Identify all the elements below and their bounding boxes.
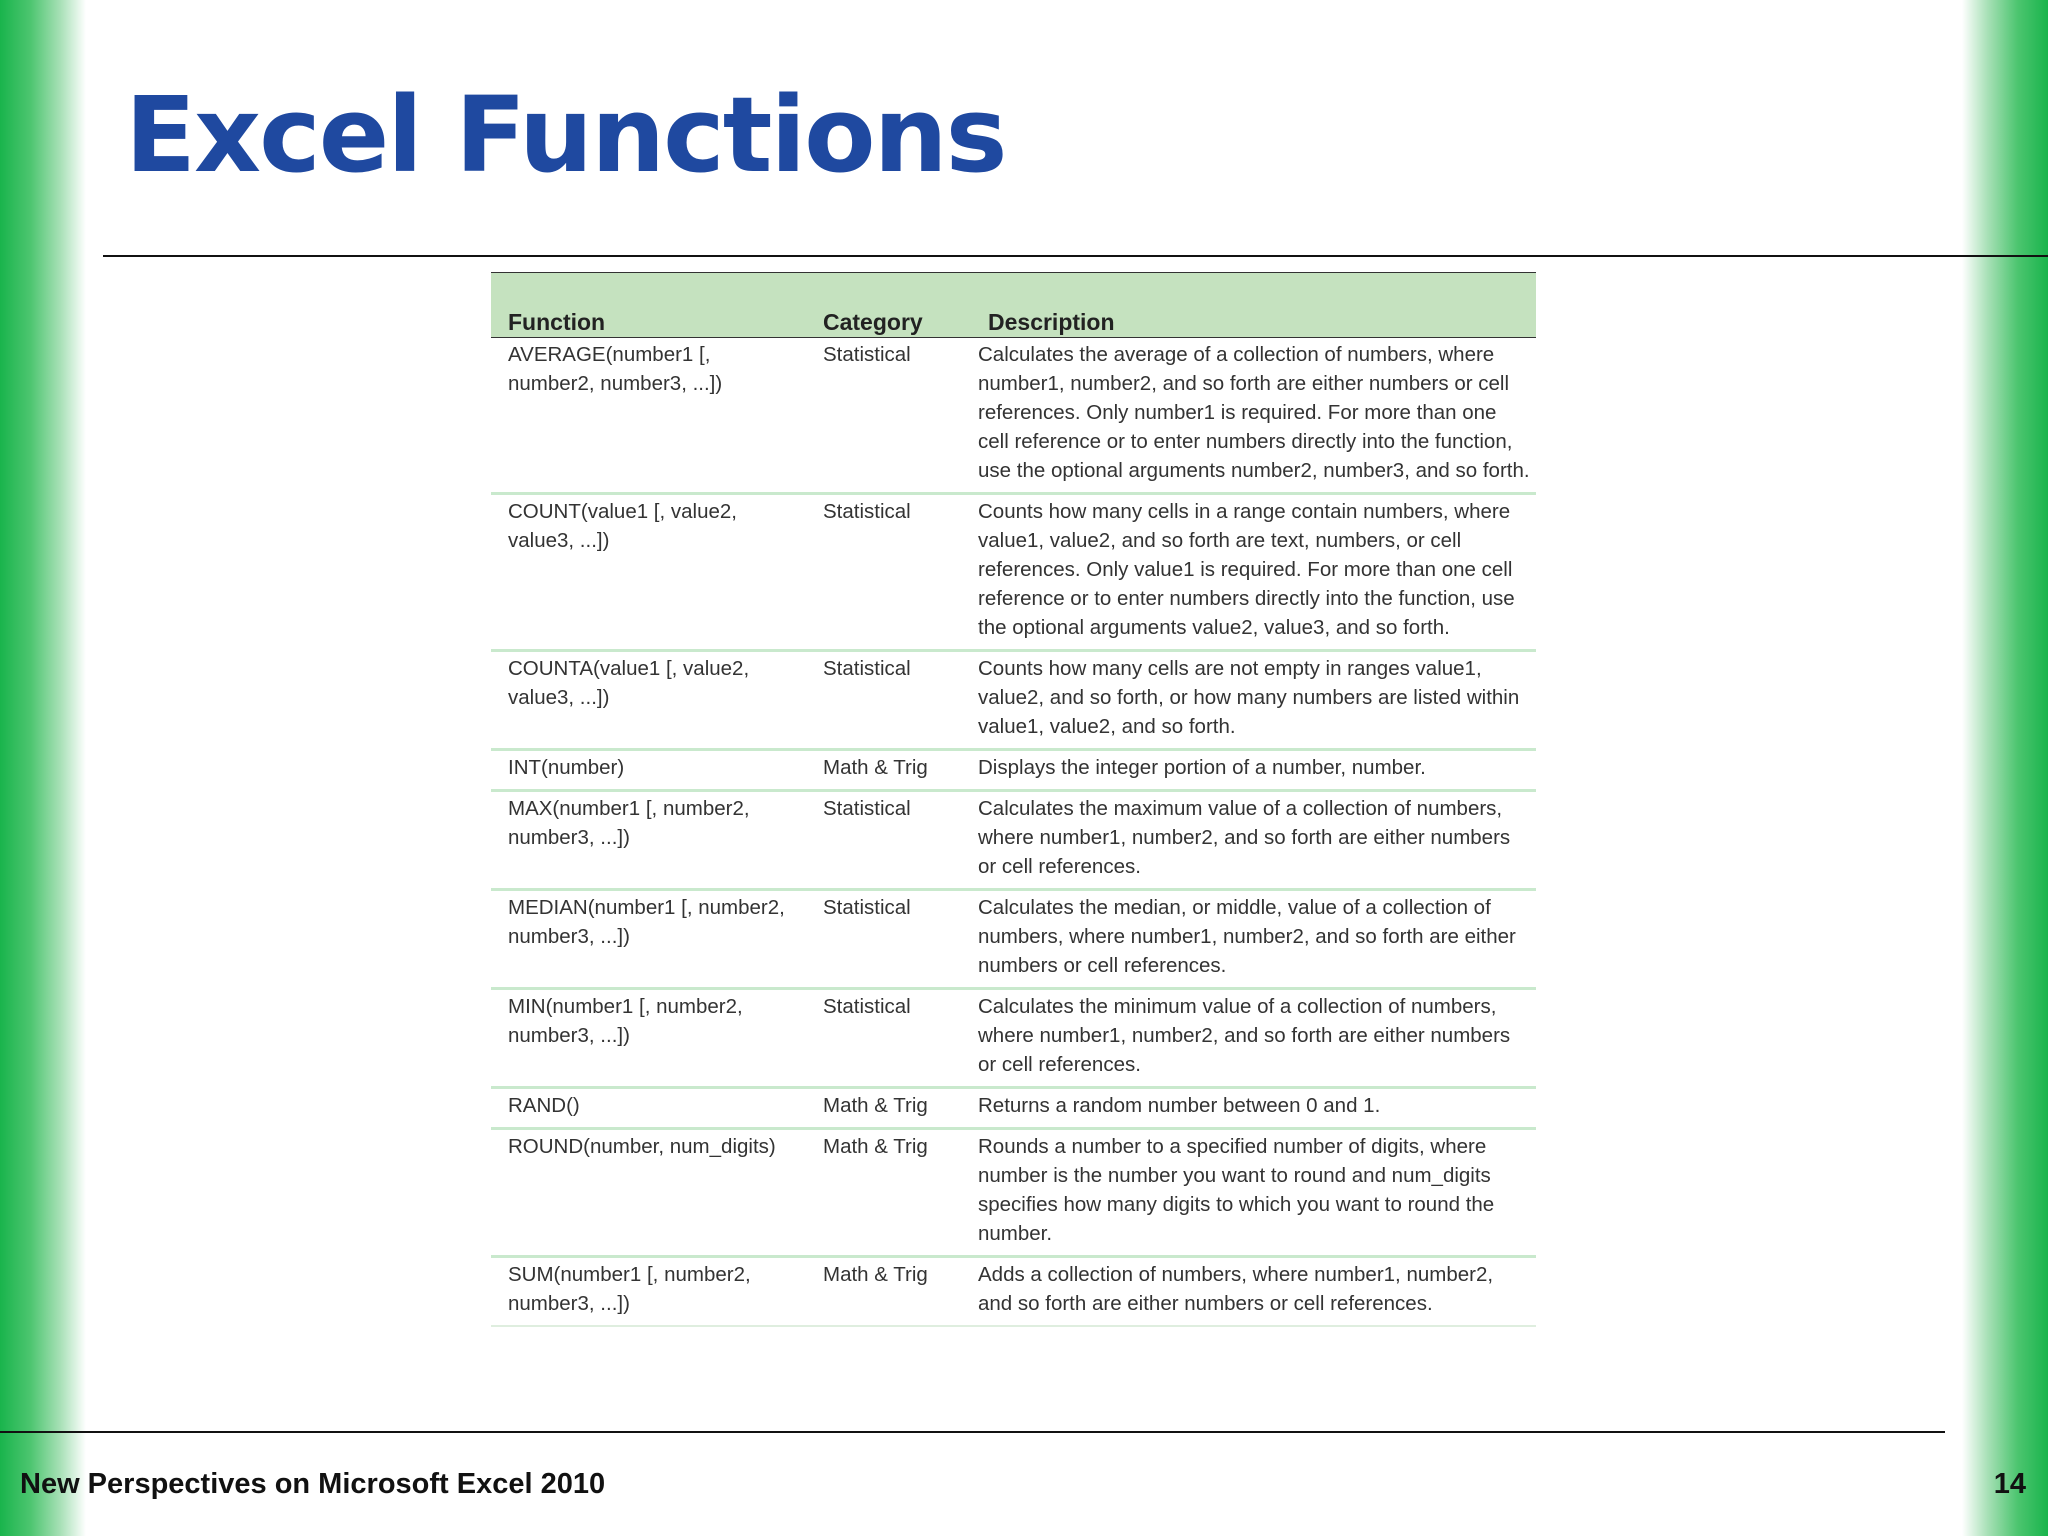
title-divider [103, 255, 2048, 257]
function-cell: MEDIAN(number1 [, number2, number3, ...]) [491, 890, 806, 989]
description-cell: Displays the integer portion of a number, number. [971, 750, 1536, 791]
footer-text: New Perspectives on Microsoft Excel 2010 [20, 1468, 606, 1500]
description-cell: Returns a random number between 0 and 1. [971, 1088, 1536, 1129]
left-green-bar [0, 0, 86, 1536]
function-cell: MIN(number1 [, number2, number3, ...]) [491, 989, 806, 1088]
function-cell: INT(number) [491, 750, 806, 791]
category-cell: Math & Trig [806, 1129, 971, 1257]
function-cell: COUNTA(value1 [, value2, value3, ...]) [491, 651, 806, 750]
function-cell: AVERAGE(number1 [, number2, number3, ...]) [491, 338, 806, 494]
category-cell: Statistical [806, 338, 971, 494]
table-row [491, 651, 1536, 750]
category-cell: Math & Trig [806, 750, 971, 791]
description-cell: Adds a collection of numbers, where number1, number2, and so forth are either numbers or cell references. [971, 1257, 1536, 1327]
header-description: Description [971, 273, 1536, 338]
description-cell: Calculates the minimum value of a collection of numbers, where number1, number2, and so forth are either numbers or cell references. [971, 989, 1536, 1088]
category-cell: Statistical [806, 791, 971, 890]
description-cell: Rounds a number to a specified number of digits, where number is the number you want to round and num_digits specifies how many digits to which you want to round the number. [971, 1129, 1536, 1257]
table-header-row [491, 273, 1536, 338]
category-cell: Math & Trig [806, 1257, 971, 1327]
header-function: Function [491, 273, 806, 338]
function-cell: COUNT(value1 [, value2, value3, ...]) [491, 494, 806, 651]
table-row [491, 791, 1536, 890]
header-category: Category [806, 273, 971, 338]
table-row [491, 1088, 1536, 1129]
table-row [491, 338, 1536, 494]
category-cell: Math & Trig [806, 1088, 971, 1129]
table-row [491, 1129, 1536, 1257]
right-green-bar [1962, 0, 2048, 1536]
description-cell: Calculates the average of a collection of numbers, where number1, number2, and so forth are either numbers or cell references. Only number1 is required. For more than one cell reference or to enter numbers directly into the function, use the optional arguments number2, number3, and so forth. [971, 338, 1536, 494]
description-cell: Calculates the maximum value of a collection of numbers, where number1, number2, and so forth are either numbers or cell references. [971, 791, 1536, 890]
table-row [491, 890, 1536, 989]
category-cell: Statistical [806, 651, 971, 750]
description-cell: Calculates the median, or middle, value of a collection of numbers, where number1, number2, and so forth are either numbers or cell references. [971, 890, 1536, 989]
function-cell: MAX(number1 [, number2, number3, ...]) [491, 791, 806, 890]
category-cell: Statistical [806, 494, 971, 651]
function-cell: ROUND(number, num_digits) [491, 1129, 806, 1257]
description-cell: Counts how many cells are not empty in ranges value1, value2, and so forth, or how many numbers are listed within value1, value2, and so forth. [971, 651, 1536, 750]
page-number: 14 [1993, 1468, 2026, 1500]
table-row [491, 1257, 1536, 1327]
table-row [491, 750, 1536, 791]
table-row [491, 989, 1536, 1088]
table-row [491, 494, 1536, 651]
description-cell: Counts how many cells in a range contain numbers, where value1, value2, and so forth are text, numbers, or cell references. Only value1 is required. For more than one cell reference or to enter numbers directly into the function, use the optional arguments value2, value3, and so forth. [971, 494, 1536, 651]
function-cell: RAND() [491, 1088, 806, 1129]
category-cell: Statistical [806, 989, 971, 1088]
function-cell: SUM(number1 [, number2, number3, ...]) [491, 1257, 806, 1327]
footer-divider [0, 1431, 1945, 1433]
slide-title: Excel Functions [125, 74, 1006, 196]
functions-table [491, 272, 1536, 1327]
category-cell: Statistical [806, 890, 971, 989]
